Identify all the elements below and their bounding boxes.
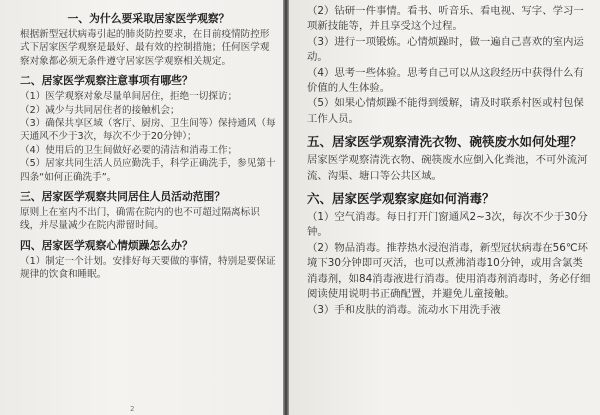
right-section-0 [307, 4, 592, 127]
paragraph: （3）确保共享区域（客厅、厨房、卫生间等）保持通风（每天通风不少于3次，每次不少于20分钟）； [20, 118, 276, 143]
paragraph: （4）使用后的卫生间做好必要的清洁和消毒工作； [20, 144, 238, 156]
left-page [0, 0, 283, 415]
paragraph: （5）居家共同生活人员应勤洗手，科学正确洗手，参见第十四条“如何正确洗手”。 [20, 158, 276, 183]
right-section-1 [307, 133, 592, 184]
paragraph: （2）钻研一件事情。看书、听音乐、看电视、写字、学习一项新技能等，并且享受这个过程。 [307, 5, 584, 33]
paragraph: （1）医学观察对象尽量单间居住，拒绝一切探访； [20, 91, 238, 103]
paragraph: （4）思考一些体验。思考自己可以从这段经历中获得什么有价值的人生体验。 [307, 66, 584, 95]
left-section-3 [20, 238, 277, 282]
section-heading: 五、居家医学观察清洗衣物、碗筷废水如何处理？ [307, 134, 583, 150]
section-heading: 六、居家医学观察家庭如何消毒？ [307, 191, 495, 207]
right-section-2 [307, 190, 592, 318]
section-heading: 四、居家医学观察心情烦躁怎么办？ [20, 238, 193, 252]
paragraph: （1）空气消毒。每日打开门窗通风2~3次，每次不少于30分钟。 [307, 211, 588, 239]
paragraph: （1）制定一个计划。安排好每天要做的事情，特别是要保证规律的饮食和睡眠。 [20, 255, 276, 281]
paragraph: （2）减少与共同居住者的接触机会； [20, 104, 180, 116]
paragraph: （5）如果心情烦躁不能得到缓解，请及时联系村医或村包保工作人员。 [307, 97, 584, 125]
left-section-1 [20, 73, 277, 184]
left-section-2 [20, 189, 277, 233]
paragraph: （3）手和皮肤的消毒。流动水下用洗手液 [307, 303, 501, 316]
paragraph: （3）进行一项锻炼。心情烦躁时，做一遍自己喜欢的室内运动。 [307, 35, 584, 64]
section-heading: 一、为什么要采取居家医学观察？ [67, 12, 230, 25]
section-heading: 二、居家医学观察注意事项有哪些？ [20, 74, 193, 88]
paragraph: （2）物品消毒。推荐热水浸泡消毒，新型冠状病毒在56℃环境下30分钟即可灭活，也可以煮沸消毒10分钟，或用含氯类消毒剂，如84消毒液进行消毒。使用消毒剂消毒时，务必仔细阅读使用说明书正确配置，并避免儿童接触。 [307, 241, 591, 301]
paragraph: 根据新型冠状病毒引起的肺炎防控要求，在目前疫情防控形式下居家医学观察是最好、最有效的控制措施；任何医学观察对象都必须无条件遵守居家医学观察相关规定。 [20, 29, 270, 67]
paragraph: 原则上在室内不出门，确需在院内的也不可超过隔离标识线，并尽量减少在院内滞留时间。 [20, 207, 260, 232]
paragraph: 居家医学观察清洗衣物、碗筷废水应倒入化粪池，不可外流河流、沟渠、塘口等公共区域。 [307, 154, 588, 182]
section-heading: 三、居家医学观察共同居住人员活动范围？ [20, 190, 226, 204]
left-section-0 [20, 11, 277, 68]
right-page [289, 0, 600, 415]
page-number: 2 [130, 405, 135, 413]
